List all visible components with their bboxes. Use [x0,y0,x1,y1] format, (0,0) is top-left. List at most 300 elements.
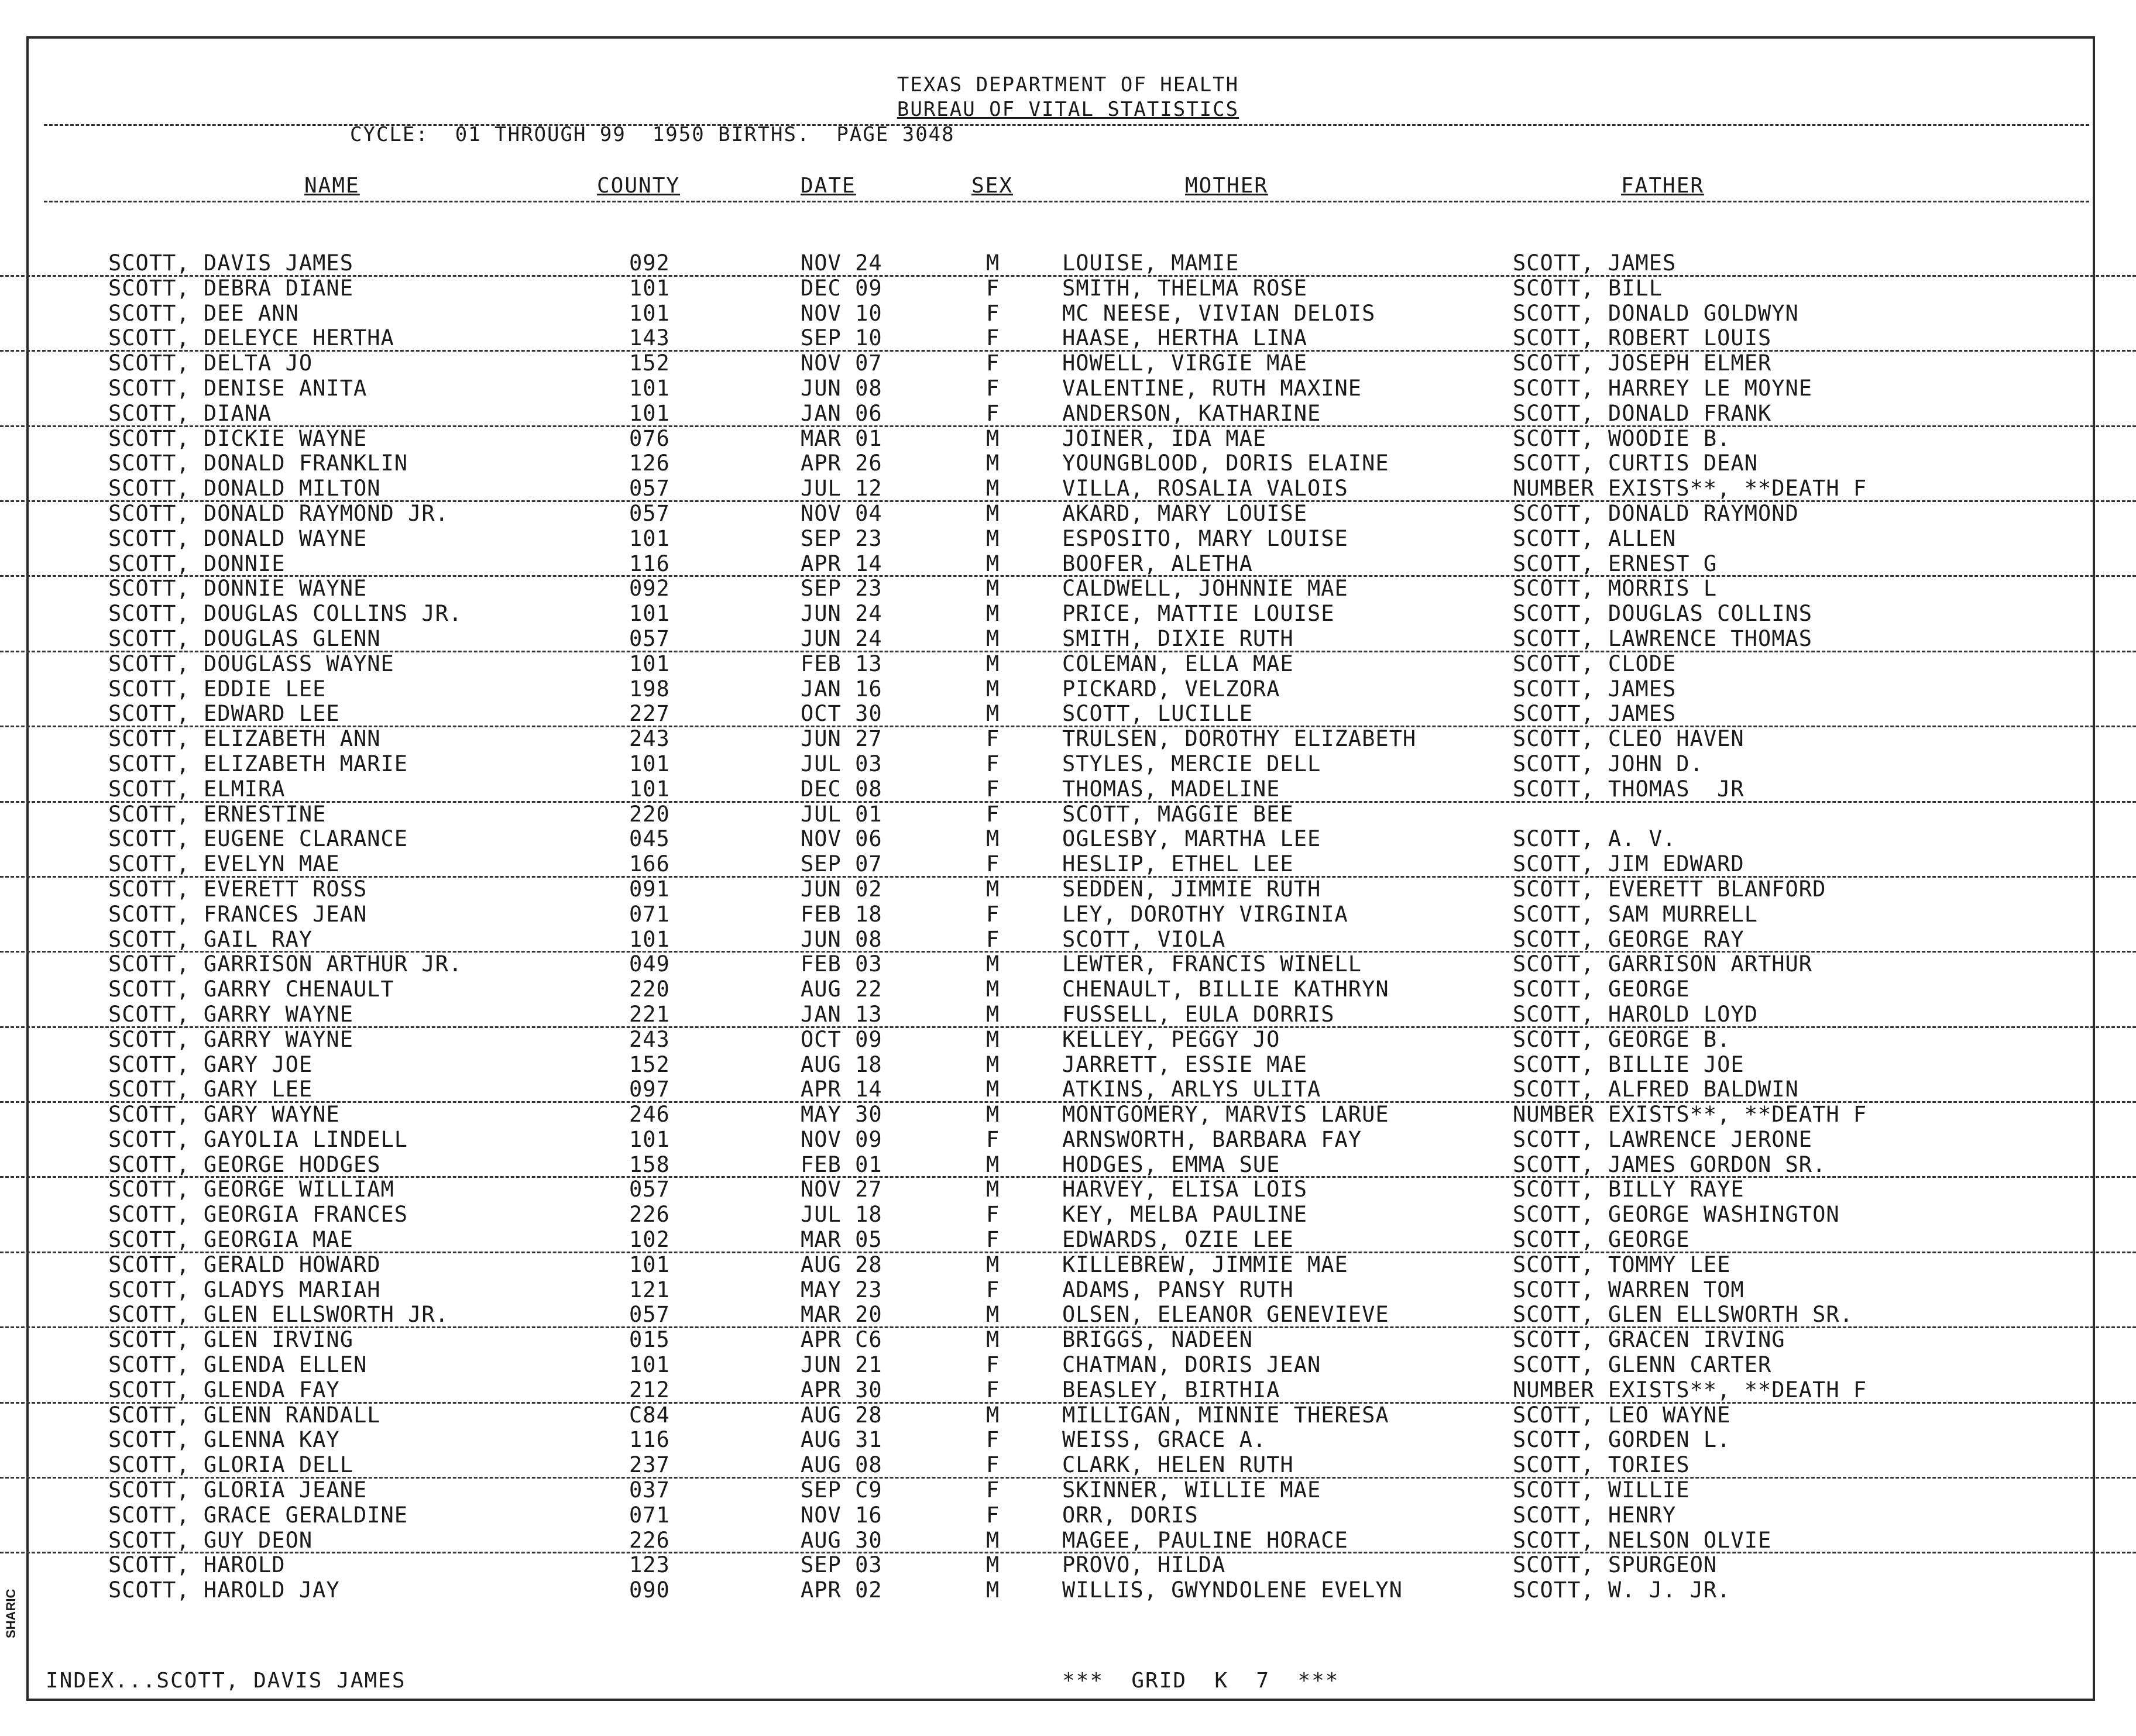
cell-county: 101 [629,1252,670,1277]
grid-label: *** GRID K 7 *** [1062,1669,1340,1693]
cell-mother: PRICE, MATTIE LOUISE [1062,601,1335,627]
cell-mother: TRULSEN, DOROTHY ELIZABETH [1062,726,1417,752]
cell-date: NOV 09 [801,1126,882,1152]
cell-date: JUN 24 [801,601,882,627]
table-row [0,502,2136,527]
cell-mother: WILLIS, GWYNDOLENE EVELYN [1062,1577,1403,1603]
cell-name: SCOTT, EDDIE LEE [108,676,327,702]
cell-name: SCOTT, GLENDA FAY [108,1377,340,1402]
cell-mother: ADAMS, PANSY RUTH [1062,1277,1294,1302]
cell-name: SCOTT, ELMIRA [108,776,286,802]
cell-mother: CALDWELL, JOHNNIE MAE [1062,576,1348,601]
cell-date: FEB 03 [801,951,882,977]
cell-father: SCOTT, GEORGE WASHINGTON [1513,1202,1840,1228]
cell-mother: CHENAULT, BILLIE KATHRYN [1062,977,1389,1002]
cell-name: SCOTT, GEORGE WILLIAM [108,1177,394,1202]
cell-sex: M [986,601,1000,627]
cell-mother: WEISS, GRACE A. [1062,1427,1267,1453]
cell-date: APR 14 [801,1077,882,1102]
cell-mother: JARRETT, ESSIE MAE [1062,1051,1307,1077]
cell-father: SCOTT, ALFRED BALDWIN [1513,1077,1799,1102]
cell-mother: HODGES, EMMA SUE [1062,1151,1280,1177]
cell-county: 101 [629,400,670,426]
cell-name: SCOTT, GLENN RANDALL [108,1402,381,1428]
cell-county: 015 [629,1327,670,1353]
table-row [0,1529,2136,1554]
cell-mother: HESLIP, ETHEL LEE [1062,851,1294,877]
cell-date: AUG 22 [801,977,882,1002]
cell-name: SCOTT, GARRY WAYNE [108,1026,353,1052]
table-row [0,1228,2136,1253]
cell-sex: M [986,1077,1000,1102]
cell-father: SCOTT, THOMAS JR [1513,776,1744,802]
cell-name: SCOTT, DOUGLASS WAYNE [108,651,394,676]
cell-sex: M [986,1327,1000,1353]
table-row [0,627,2136,652]
table-row [0,652,2136,678]
cell-county: 152 [629,350,670,376]
cell-sex: M [986,1177,1000,1202]
cell-name: SCOTT, GRACE GERALDINE [108,1502,408,1528]
cell-father: SCOTT, DONALD FRANK [1513,400,1772,426]
cell-date: JAN 06 [801,400,882,426]
cell-mother: HAASE, HERTHA LINA [1062,325,1307,351]
table-row [0,1579,2136,1604]
cell-county: 152 [629,1051,670,1077]
table-row [0,252,2136,277]
cell-county: 057 [629,625,670,651]
cell-sex: F [986,375,1000,401]
cell-sex: M [986,576,1000,601]
cell-sex: F [986,275,1000,301]
cell-father: SCOTT, ALLEN [1513,525,1677,551]
table-row [0,678,2136,703]
table-row [0,1404,2136,1429]
cell-sex: M [986,1001,1000,1027]
column-header-father: FATHER [1621,174,1705,198]
column-header-mother: MOTHER [1185,174,1269,198]
cell-mother: KILLEBREW, JIMMIE MAE [1062,1252,1348,1277]
cell-county: 101 [629,776,670,802]
cell-sex: M [986,701,1000,727]
table-row [0,1278,2136,1304]
cell-mother: VALENTINE, RUTH MAXINE [1062,375,1362,401]
cell-name: SCOTT, DELEYCE HERTHA [108,325,394,351]
cell-mother: AKARD, MARY LOUISE [1062,500,1307,526]
cell-date: NOV 10 [801,300,882,326]
table-row [0,1203,2136,1228]
cell-sex: M [986,1051,1000,1077]
table-row [0,852,2136,878]
cell-county: 101 [629,300,670,326]
cell-name: SCOTT, GLEN IRVING [108,1327,353,1353]
cell-date: APR 14 [801,551,882,576]
cell-county: 221 [629,1001,670,1027]
cell-father: SCOTT, LAWRENCE THOMAS [1513,625,1813,651]
table-row [0,1253,2136,1278]
cell-name: SCOTT, DONNIE [108,551,286,576]
cell-mother: BRIGGS, NADEEN [1062,1327,1253,1353]
cell-father: SCOTT, GEORGE [1513,1227,1690,1253]
cell-father: SCOTT, GLENN CARTER [1513,1352,1772,1378]
cell-name: SCOTT, DELTA JO [108,350,313,376]
cell-name: SCOTT, GLORIA JEANE [108,1477,368,1503]
cell-county: 057 [629,1302,670,1328]
table-row [0,752,2136,778]
cell-county: 227 [629,701,670,727]
cell-name: SCOTT, ERNESTINE [108,801,327,827]
cell-mother: HOWELL, VIRGIE MAE [1062,350,1307,376]
cell-father: SCOTT, ROBERT LOUIS [1513,325,1772,351]
cell-sex: M [986,1026,1000,1052]
cell-date: JUN 27 [801,726,882,752]
cell-mother: ATKINS, ARLYS ULITA [1062,1077,1321,1102]
cell-mother: MC NEESE, VIVIAN DELOIS [1062,300,1376,326]
table-row [0,928,2136,953]
cell-father: SCOTT, GORDEN L. [1513,1427,1731,1453]
cell-date: SEP 07 [801,851,882,877]
table-row [0,277,2136,302]
cell-father: SCOTT, WOODIE B. [1513,425,1731,451]
cell-county: 198 [629,676,670,702]
cell-date: JUN 21 [801,1352,882,1378]
cell-mother: PROVO, HILDA [1062,1552,1226,1578]
table-row [0,377,2136,402]
cell-father: SCOTT, GEORGE [1513,977,1690,1002]
cell-father: SCOTT, WILLIE [1513,1477,1690,1503]
cell-date: AUG 28 [801,1402,882,1428]
cell-county: 057 [629,476,670,501]
cell-county: 101 [629,751,670,776]
cell-county: 101 [629,651,670,676]
table-row [0,302,2136,327]
cell-date: JUL 01 [801,801,882,827]
table-row [0,527,2136,552]
cell-county: 237 [629,1452,670,1478]
cell-name: SCOTT, EVELYN MAE [108,851,340,877]
cell-sex: M [986,1552,1000,1578]
cell-county: 101 [629,275,670,301]
cell-name: SCOTT, GLEN ELLSWORTH JR. [108,1302,449,1328]
cell-name: SCOTT, ELIZABETH ANN [108,726,381,752]
cell-county: 049 [629,951,670,977]
cell-mother: EDWARDS, OZIE LEE [1062,1227,1294,1253]
cell-name: SCOTT, DOUGLAS GLENN [108,625,381,651]
cell-sex: M [986,951,1000,977]
cell-county: 243 [629,1026,670,1052]
cell-date: DEC 08 [801,776,882,802]
cell-name: SCOTT, DONALD MILTON [108,476,381,501]
cell-name: SCOTT, DONALD RAYMOND JR. [108,500,449,526]
cell-name: SCOTT, GLORIA DELL [108,1452,353,1478]
cell-date: JUN 08 [801,375,882,401]
cell-sex: M [986,425,1000,451]
cell-name: SCOTT, GUY DEON [108,1527,313,1553]
cell-sex: F [986,1277,1000,1302]
cell-name: SCOTT, DONALD FRANKLIN [108,451,408,476]
cell-name: SCOTT, DEBRA DIANE [108,275,353,301]
cell-sex: M [986,826,1000,852]
cell-mother: OGLESBY, MARTHA LEE [1062,826,1321,852]
cell-county: C84 [629,1402,670,1428]
table-row [0,577,2136,602]
cell-name: SCOTT, DAVIS JAMES [108,250,353,276]
column-header-rule [44,201,2089,202]
cell-father: SCOTT, LAWRENCE JERONE [1513,1126,1813,1152]
cell-mother: SCOTT, MAGGIE BEE [1062,801,1294,827]
cell-county: 097 [629,1077,670,1102]
cell-mother: SKINNER, WILLIE MAE [1062,1477,1321,1503]
cell-name: SCOTT, GEORGIA MAE [108,1227,353,1253]
cell-mother: MILLIGAN, MINNIE THERESA [1062,1402,1389,1428]
cell-father: SCOTT, JAMES [1513,701,1677,727]
cell-mother: LEWTER, FRANCIS WINELL [1062,951,1362,977]
cell-sex: M [986,676,1000,702]
cell-date: AUG 18 [801,1051,882,1077]
cell-name: SCOTT, GEORGE HODGES [108,1151,381,1177]
cell-county: 101 [629,1352,670,1378]
table-row [0,452,2136,477]
cell-sex: F [986,751,1000,776]
cell-sex: M [986,551,1000,576]
index-label: INDEX...SCOTT, DAVIS JAMES [46,1669,406,1693]
cell-father: NUMBER EXISTS**, **DEATH F [1513,476,1867,501]
cell-name: SCOTT, DONNIE WAYNE [108,576,368,601]
cell-county: 226 [629,1527,670,1553]
cell-date: MAR 01 [801,425,882,451]
cell-county: 045 [629,826,670,852]
cell-county: 166 [629,851,670,877]
cell-sex: F [986,851,1000,877]
cell-date: NOV 27 [801,1177,882,1202]
cell-county: 102 [629,1227,670,1253]
cell-sex: M [986,876,1000,902]
cell-sex: M [986,525,1000,551]
cell-name: SCOTT, GEORGIA FRANCES [108,1202,408,1228]
cell-father: SCOTT, W. J. JR. [1513,1577,1731,1603]
cell-father: SCOTT, GEORGE B. [1513,1026,1731,1052]
cell-date: APR 02 [801,1577,882,1603]
cell-date: APR 30 [801,1377,882,1402]
cell-date: AUG 08 [801,1452,882,1478]
cell-name: SCOTT, GAIL RAY [108,926,313,952]
cell-sex: F [986,1427,1000,1453]
cell-father: SCOTT, DONALD RAYMOND [1513,500,1799,526]
cell-father: SCOTT, GEORGE RAY [1513,926,1744,952]
cell-mother: YOUNGBLOOD, DORIS ELAINE [1062,451,1389,476]
cell-sex: F [986,901,1000,927]
table-row [0,552,2136,577]
cell-father: SCOTT, EVERETT BLANFORD [1513,876,1826,902]
cell-date: OCT 09 [801,1026,882,1052]
cell-mother: ORR, DORIS [1062,1502,1199,1528]
cell-name: SCOTT, GARRY CHENAULT [108,977,394,1002]
cell-sex: M [986,977,1000,1002]
cell-mother: SMITH, THELMA ROSE [1062,275,1307,301]
cell-name: SCOTT, DIANA [108,400,272,426]
table-row [0,827,2136,852]
cell-date: JUL 12 [801,476,882,501]
cell-county: 143 [629,325,670,351]
cell-father: SCOTT, JOHN D. [1513,751,1704,776]
cell-sex: F [986,1227,1000,1253]
table-row [0,602,2136,627]
cell-mother: KEY, MELBA PAULINE [1062,1202,1307,1228]
cell-father: SCOTT, JAMES [1513,250,1677,276]
cell-date: MAR 20 [801,1302,882,1328]
cell-name: SCOTT, GAYOLIA LINDELL [108,1126,408,1152]
cell-name: SCOTT, HAROLD [108,1552,286,1578]
cell-father: SCOTT, TOMMY LEE [1513,1252,1731,1277]
cell-date: SEP 23 [801,525,882,551]
cell-father: SCOTT, JAMES [1513,676,1677,702]
cell-date: NOV 16 [801,1502,882,1528]
cell-county: 092 [629,576,670,601]
cell-mother: THOMAS, MADELINE [1062,776,1280,802]
cell-father: SCOTT, MORRIS L [1513,576,1718,601]
cell-father: SCOTT, HENRY [1513,1502,1677,1528]
cell-mother: MONTGOMERY, MARVIS LARUE [1062,1102,1389,1127]
cell-county: 101 [629,601,670,627]
cell-father: SCOTT, DONALD GOLDWYN [1513,300,1799,326]
cell-mother: PICKARD, VELZORA [1062,676,1280,702]
cell-county: 220 [629,977,670,1002]
cell-father: SCOTT, GRACEN IRVING [1513,1327,1785,1353]
cell-father: SCOTT, A. V. [1513,826,1677,852]
cell-date: OCT 30 [801,701,882,727]
table-row [0,1479,2136,1504]
cell-father: SCOTT, BILLIE JOE [1513,1051,1744,1077]
cell-name: SCOTT, DICKIE WAYNE [108,425,368,451]
department-title: TEXAS DEPARTMENT OF HEALTH [897,73,1239,97]
cell-name: SCOTT, GLENNA KAY [108,1427,340,1453]
cell-date: FEB 18 [801,901,882,927]
cell-mother: CLARK, HELEN RUTH [1062,1452,1294,1478]
cell-county: 243 [629,726,670,752]
cell-county: 091 [629,876,670,902]
cell-sex: F [986,1452,1000,1478]
cell-father: SCOTT, CLODE [1513,651,1677,676]
cell-father: SCOTT, HARREY LE MOYNE [1513,375,1813,401]
cell-name: SCOTT, DONALD WAYNE [108,525,368,551]
table-row [0,1504,2136,1529]
cell-mother: FUSSELL, EULA DORRIS [1062,1001,1335,1027]
cell-date: SEP 10 [801,325,882,351]
cell-date: JUN 08 [801,926,882,952]
table-row [0,1103,2136,1128]
cell-county: 212 [629,1377,670,1402]
birth-records-table [0,252,2136,1604]
table-row [0,1053,2136,1078]
column-header-name: NAME [304,174,360,198]
cell-name: SCOTT, DENISE ANITA [108,375,368,401]
cell-sex: F [986,1477,1000,1503]
cell-date: JUL 18 [801,1202,882,1228]
cell-mother: OLSEN, ELEANOR GENEVIEVE [1062,1302,1389,1328]
table-row [0,1128,2136,1153]
cell-county: 057 [629,1177,670,1202]
cell-sex: F [986,400,1000,426]
cell-name: SCOTT, GLADYS MARIAH [108,1277,381,1302]
cell-county: 071 [629,1502,670,1528]
cell-county: 101 [629,926,670,952]
cell-sex: F [986,1502,1000,1528]
cell-date: AUG 28 [801,1252,882,1277]
cell-sex: M [986,1302,1000,1328]
cell-county: 116 [629,1427,670,1453]
table-row [0,427,2136,452]
side-label: SHARIC [4,1589,18,1638]
cell-date: NOV 06 [801,826,882,852]
cell-sex: M [986,1527,1000,1553]
cell-mother: ARNSWORTH, BARBARA FAY [1062,1126,1362,1152]
cell-father: SCOTT, CLEO HAVEN [1513,726,1744,752]
cell-county: 121 [629,1277,670,1302]
cell-date: SEP 03 [801,1552,882,1578]
cell-father: SCOTT, JOSEPH ELMER [1513,350,1772,376]
cell-county: 246 [629,1102,670,1127]
cell-county: 158 [629,1151,670,1177]
table-row [0,953,2136,978]
cell-date: FEB 13 [801,651,882,676]
table-row [0,1428,2136,1453]
cell-sex: M [986,1151,1000,1177]
cell-name: SCOTT, DOUGLAS COLLINS JR. [108,601,463,627]
cell-sex: F [986,1126,1000,1152]
cell-name: SCOTT, GARY WAYNE [108,1102,340,1127]
cell-date: JAN 13 [801,1001,882,1027]
cell-name: SCOTT, DEE ANN [108,300,299,326]
cell-sex: M [986,500,1000,526]
table-row [0,326,2136,352]
table-row [0,402,2136,427]
cell-county: 090 [629,1577,670,1603]
cell-date: NOV 07 [801,350,882,376]
cell-name: SCOTT, ELIZABETH MARIE [108,751,408,776]
column-header-sex: SEX [971,174,1014,198]
cell-county: 071 [629,901,670,927]
cell-father: SCOTT, TORIES [1513,1452,1690,1478]
cell-mother: HARVEY, ELISA LOIS [1062,1177,1307,1202]
cell-father: SCOTT, GARRISON ARTHUR [1513,951,1813,977]
cell-date: SEP 23 [801,576,882,601]
cell-sex: M [986,625,1000,651]
cell-father: SCOTT, HAROLD LOYD [1513,1001,1758,1027]
cell-sex: M [986,476,1000,501]
cell-father: SCOTT, SAM MURRELL [1513,901,1758,927]
cell-date: NOV 24 [801,250,882,276]
cell-name: SCOTT, GERALD HOWARD [108,1252,381,1277]
cell-father: SCOTT, GLEN ELLSWORTH SR. [1513,1302,1853,1328]
cell-sex: F [986,350,1000,376]
cell-date: JUN 02 [801,876,882,902]
cell-mother: LOUISE, MAMIE [1062,250,1239,276]
cell-date: AUG 31 [801,1427,882,1453]
cell-county: 101 [629,375,670,401]
table-row [0,1303,2136,1328]
cell-date: MAY 30 [801,1102,882,1127]
cell-name: SCOTT, FRANCES JEAN [108,901,368,927]
cell-name: SCOTT, EVERETT ROSS [108,876,368,902]
cell-name: SCOTT, GARY LEE [108,1077,313,1102]
table-row [0,1379,2136,1404]
cell-sex: F [986,926,1000,952]
cell-county: 037 [629,1477,670,1503]
table-row [0,878,2136,903]
table-row [0,1153,2136,1178]
cell-county: 226 [629,1202,670,1228]
table-row [0,978,2136,1003]
